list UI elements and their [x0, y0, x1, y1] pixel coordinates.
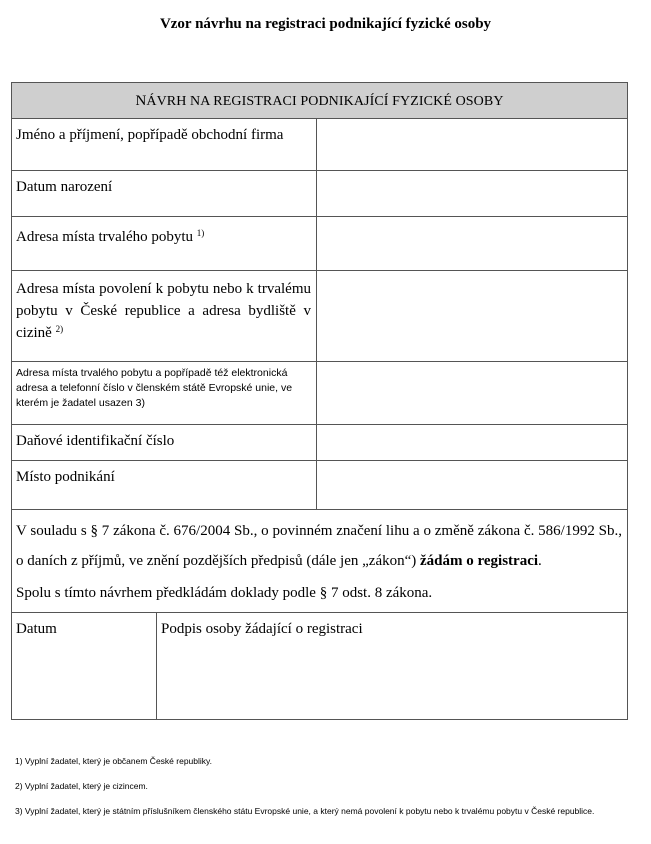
- declaration-statement: [12, 510, 627, 613]
- form-header-initial: N: [135, 93, 147, 109]
- declaration-paragraph: [16, 516, 622, 576]
- declaration-end: .: [538, 553, 542, 569]
- date-label: Datum: [16, 621, 57, 637]
- row-birth-date: [12, 171, 627, 217]
- footnote-1: 1) Vyplní žadatel, který je občanem České republiky.: [15, 756, 213, 766]
- label-permanent-address: [12, 217, 317, 270]
- label-residence-permit-address: [12, 271, 317, 361]
- label-name: Jméno a příjmení, popřípadě obchodní firma: [12, 119, 317, 170]
- row-name: [12, 119, 627, 171]
- label-eu-address: Adresa místa trvalého pobytu a popřípadě též elektronická adresa a telefonní číslo v členském státě Evropské unie, ve kterém je žadatel usazen 3): [12, 362, 317, 424]
- row-residence-permit-address: [12, 271, 627, 362]
- declaration-text: V souladu s § 7 zákona č. 676/2004 Sb., o povinném značení lihu a o změně zákona č. 586/1992 Sb., o daních z příjmů, ve znění pozdějších předpisů (dále jen „zákon“): [16, 523, 622, 569]
- field-residence-permit-address[interactable]: [317, 271, 627, 361]
- signature-label: Podpis osoby žádající o registraci: [161, 621, 363, 637]
- label-residence-permit-address-text: Adresa místa povolení k pobytu nebo k trvalému pobytu v České republice a adresa bydliště v cizině: [16, 281, 311, 341]
- registration-form: [11, 82, 628, 720]
- row-permanent-address: [12, 217, 627, 271]
- label-permanent-address-text: Adresa místa trvalého pobytu: [16, 229, 194, 245]
- label-birth-date: Datum narození: [12, 171, 317, 216]
- form-header-text: ÁVRH NA REGISTRACI PODNIKAJÍCÍ FYZICKÉ OSOBY: [146, 94, 504, 109]
- row-eu-address: [12, 362, 627, 425]
- row-tax-id: [12, 425, 627, 461]
- row-business-place: [12, 461, 627, 510]
- field-permanent-address[interactable]: [317, 217, 627, 270]
- footnote-ref-2: 2): [55, 324, 64, 334]
- field-birth-date[interactable]: [317, 171, 627, 216]
- label-tax-id: Daňové identifikační číslo: [12, 425, 317, 460]
- declaration-bold: žádám o registraci: [420, 553, 539, 569]
- footnote-2: 2) Vyplní žadatel, který je cizincem.: [15, 781, 148, 791]
- documents-paragraph: Spolu s tímto návrhem předkládám doklady podle § 7 odst. 8 zákona.: [16, 585, 433, 601]
- page-title: Vzor návrhu na registraci podnikající fyzické osoby: [159, 16, 492, 32]
- field-tax-id[interactable]: [317, 425, 627, 460]
- form-header: [12, 83, 627, 119]
- label-business-place: Místo podnikání: [12, 461, 317, 509]
- field-business-place[interactable]: [317, 461, 627, 509]
- footnote-ref-1: 1): [196, 228, 205, 238]
- signature-cell[interactable]: [157, 613, 627, 719]
- field-name[interactable]: [317, 119, 627, 170]
- signature-row: [12, 613, 627, 719]
- field-eu-address[interactable]: [317, 362, 627, 424]
- footnote-3: 3) Vyplní žadatel, který je státním příslušníkem členského státu Evropské unie, a který nemá povolení k pobytu nebo k trvalému pobytu v České republice.: [15, 806, 595, 816]
- date-cell[interactable]: [12, 613, 157, 719]
